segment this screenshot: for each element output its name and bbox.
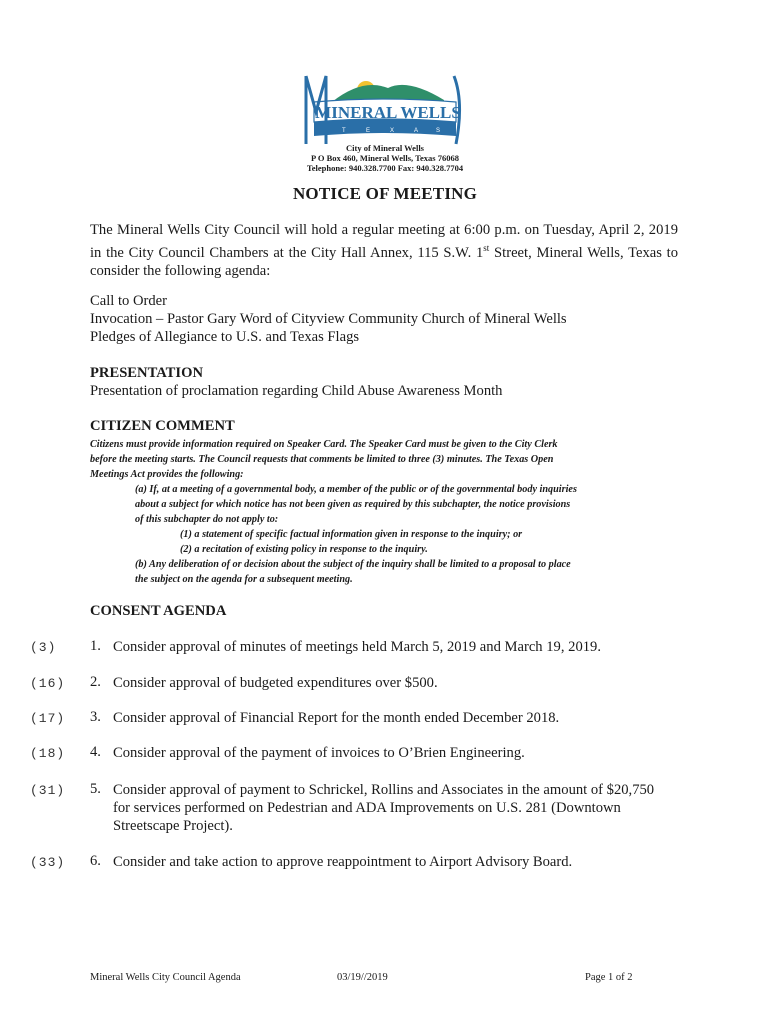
agenda-item: Consider approval of minutes of meetings held March 5, 2019 and March 19, 2019. [113,639,601,655]
item-number: 5. [90,781,101,797]
item-number: 2. [90,674,101,690]
mineral-wells-logo [304,72,464,150]
item-number: 4. [90,744,101,760]
item-reference: (16) [30,676,66,691]
item-number: 3. [90,709,101,725]
citizen-comment-text: Citizens must provide information required on Speaker Card. The Speaker Card must be given to the City Clerk before the meeting starts. The Council requests that comments be limited to three (3) minutes. The Texas Open Meetings Act provides the following: [90,439,558,480]
clause-a-subitems: (1) a statement of specific factual information given in response to the inquiry; or (2) a recitation of existing policy in response to the inquiry. [180,529,523,555]
clause-b: (b) Any deliberation of or decision about the subject of the inquiry shall be limited to a proposal to place the subject on the agenda for a subsequent meeting. [135,559,571,585]
item-number: 6. [90,853,101,869]
svg-text:X: X [390,128,395,134]
clause-a: (a) If, at a meeting of a governmental body, a member of the public or of the governmental body inquiries about a subject for which notice has not been given as required by this subchapter, the notice provisions of this subchapter do not apply to: [135,484,577,525]
agenda-item: Consider approval of Financial Report for the month ended December 2018. [113,710,560,726]
call-to-order: Call to Order [90,293,168,309]
svg-text:S: S [436,128,441,134]
item-number: 1. [90,638,101,654]
footer-date: 03/19//2019 [337,972,388,983]
page-title: NOTICE OF MEETING [292,184,478,203]
svg-text:T: T [342,128,346,134]
footer-title: Mineral Wells City Council Agenda [90,972,241,983]
intro-paragraph: The Mineral Wells City Council will hold a regular meeting at 6:00 p.m. on Tuesday, April 2, 2019 in the City Council Chambers at the City Hall Annex, 115 S.W. 1st Street, Mineral Wells, Texas to consider the following agenda: [90,222,678,279]
pledges: Pledges of Allegiance to U.S. and Texas Flags [90,329,360,345]
agenda-item: Consider approval of budgeted expenditures over $500. [113,675,438,691]
agenda-item: Consider approval of payment to Schrickel, Rollins and Associates in the amount of $20,750 for services performed on Pedestrian and ADA Improvements on U.S. 281 (Downtown Streetscape Project). [113,782,655,834]
invocation: Invocation – Pastor Gary Word of Cityview Community Church of Mineral Wells [90,311,567,327]
citizen-comment-heading: CITIZEN COMMENT [90,418,235,434]
org-phone: Telephone: 940.328.7700 Fax: 940.328.7704 [306,163,464,173]
item-reference: (18) [30,746,66,761]
item-reference: (33) [30,855,66,870]
svg-text:MINERAL WELLS: MINERAL WELLS [315,103,461,122]
org-address: P O Box 460, Mineral Wells, Texas 76068 [311,153,459,163]
footer-page-number: Page 1 of 2 [585,972,633,983]
agenda-item: Consider and take action to approve reappointment to Airport Advisory Board. [113,854,573,870]
item-reference: (17) [30,711,66,726]
consent-agenda-heading: CONSENT AGENDA [90,603,227,619]
presentation-heading: PRESENTATION [90,365,203,381]
org-name: City of Mineral Wells [346,143,424,153]
svg-text:A: A [414,128,419,134]
item-reference: (31) [30,783,66,798]
agenda-item: Consider approval of the payment of invoices to O’Brien Engineering. [113,745,525,761]
svg-text:E: E [366,128,371,134]
presentation-text: Presentation of proclamation regarding Child Abuse Awareness Month [90,383,503,399]
item-reference: (3) [30,640,57,655]
